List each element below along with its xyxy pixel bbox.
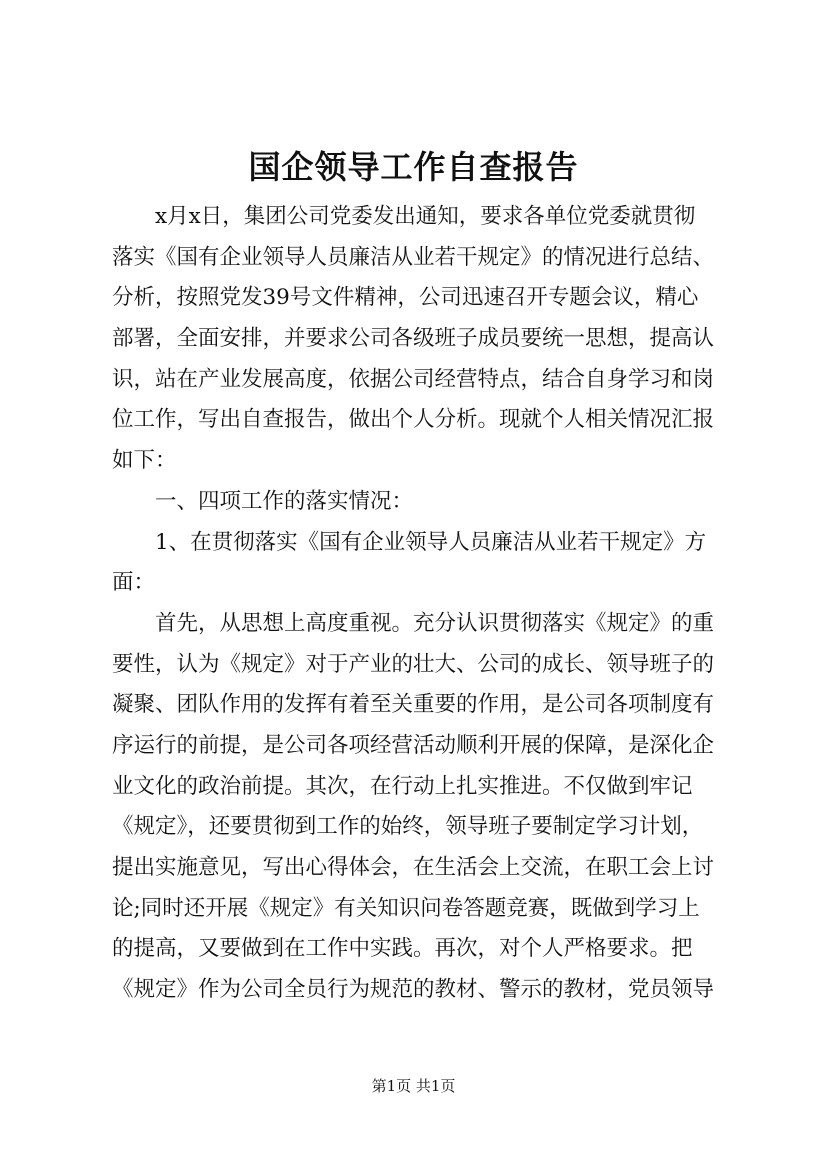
document-title: 国企领导工作自查报告 bbox=[248, 148, 579, 186]
body-line: 要性，认为《规定》对于产业的壮大、公司的成长、领导班子的 bbox=[112, 651, 715, 677]
body-line: 凝聚、团队作用的发挥有着至关重要的作用，是公司各项制度有 bbox=[112, 692, 715, 718]
body-line: x月x日，集团公司党委发出通知，要求各单位党委就贯彻 bbox=[155, 204, 696, 229]
body-line: 的提高，又要做到在工作中实践。再次，对个人严格要求。把 bbox=[112, 936, 693, 962]
body-line: 首先，从思想上高度重视。充分认识贯彻落实《规定》的重 bbox=[155, 610, 715, 636]
body-line: 识，站在产业发展高度，依据公司经营特点，结合自身学习和岗 bbox=[112, 366, 715, 392]
body-line: 《规定》作为公司全员行为规范的教材、警示的教材，党员领导 bbox=[112, 977, 715, 1003]
page-footer: 第1页 共1页 bbox=[371, 1077, 456, 1095]
body-line: 1、在贯彻落实《国有企业领导人员廉洁从业若干规定》方 bbox=[155, 529, 707, 555]
body-line: 提出实施意见，写出心得体会，在生活会上交流，在职工会上讨 bbox=[112, 855, 715, 880]
body-line: 部署，全面安排，并要求公司各级班子成员要统一思想，提高认 bbox=[112, 326, 715, 352]
body-line: 位工作，写出自查报告，做出个人分析。现就个人相关情况汇报 bbox=[112, 407, 715, 433]
body-line: 序运行的前提，是公司各项经营活动顺利开展的保障，是深化企 bbox=[112, 732, 715, 758]
document-body bbox=[112, 197, 738, 1011]
body-line: 分析，按照党发39号文件精神，公司迅速召开专题会议，精心 bbox=[112, 285, 699, 311]
body-line: 如下： bbox=[112, 448, 177, 474]
section-heading: 一、四项工作的落实情况： bbox=[155, 488, 414, 514]
body-line: 论;同时还开展《规定》有关知识问卷答题竞赛，既做到学习上 bbox=[112, 895, 700, 921]
body-line: 业文化的政治前提。其次，在行动上扎实推进。不仅做到牢记 bbox=[112, 773, 693, 799]
body-line: 《规定》，还要贯彻到工作的始终，领导班子要制定学习计划， bbox=[112, 814, 704, 840]
body-line: 落实《国有企业领导人员廉洁从业若干规定》的情况进行总结、 bbox=[112, 244, 715, 270]
body-line: 面： bbox=[112, 570, 156, 596]
